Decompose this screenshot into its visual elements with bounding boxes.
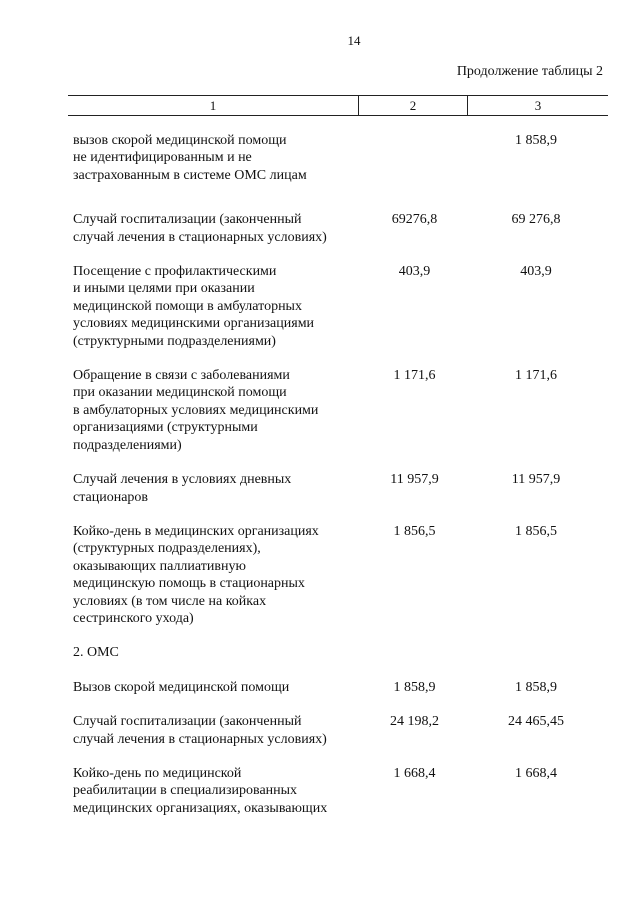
table-row	[73, 765, 608, 817]
page-number: 14	[347, 33, 361, 48]
table-row	[73, 211, 608, 246]
row-label: Вызов скорой медицинской помощи	[73, 679, 290, 695]
row-value-col3: 1 858,9	[515, 679, 557, 695]
continuation-title: Продолжение таблицы 2	[456, 64, 603, 79]
row-label: Случай лечения в условиях дневных стационаров	[73, 472, 292, 505]
table-row	[73, 679, 608, 696]
row-value-col3: 1 856,5	[515, 523, 557, 539]
table-row	[73, 523, 608, 627]
header-col-2: 2	[359, 96, 468, 115]
row-value-col2: 69276,8	[391, 212, 438, 228]
section-heading-row	[73, 644, 608, 661]
header-col-1: 1	[68, 96, 359, 115]
row-value-col3: 403,9	[520, 264, 552, 280]
row-value-col3: 24 465,45	[508, 714, 564, 730]
row-value-col2: 24 198,2	[390, 714, 439, 730]
row-value-col2: 1 856,5	[393, 523, 436, 539]
row-value-col3: 1 668,4	[515, 765, 557, 781]
table-row	[73, 263, 608, 350]
row-value-col2: 1 668,4	[393, 765, 436, 781]
section-heading: 2. ОМС	[73, 645, 119, 661]
row-value-col3: 1 858,9	[515, 133, 557, 148]
table-row	[73, 713, 608, 748]
table-header	[68, 95, 608, 116]
table-row	[73, 367, 608, 454]
table-row	[73, 132, 608, 184]
row-value-col2: 1 858,9	[393, 679, 436, 695]
row-label: Койко-день по медицинской реабилитации в специализированных медицинских организациях, оказывающих	[73, 765, 328, 816]
row-value-col2: 1 171,6	[393, 368, 436, 384]
row-label: Случай госпитализации (законченный случай лечения в стационарных условиях)	[73, 212, 327, 245]
row-value-col3: 69 276,8	[511, 212, 561, 228]
row-label: вызов скорой медицинской помощи не идентифицированным и не застрахованным в системе ОМС лицам	[73, 133, 307, 183]
row-value-col3: 1 171,6	[515, 368, 557, 384]
row-value-col2: 403,9	[398, 264, 431, 280]
table-body	[73, 132, 608, 817]
header-col-3: 3	[534, 98, 542, 113]
row-label: Случай госпитализации (законченный случай лечения в стационарных условиях)	[73, 714, 327, 747]
row-label: Посещение с профилактическими и иными целями при оказании медицинской помощи в амбулаторных условиях медицинскими организациями (структурными подразделениями)	[73, 264, 315, 349]
row-value-col3: 11 957,9	[511, 472, 561, 488]
row-label: Койко-день в медицинских организациях (структурных подразделениях), оказывающих паллиативную медицинскую помощь в стационарных условиях (в том числе на койках сестринского ухода)	[73, 523, 319, 626]
table-row	[73, 471, 608, 506]
row-label: Обращение в связи с заболеваниями при оказании медицинской помощи в амбулаторных условиях медицинскими организациями (структурными подразделениями)	[73, 368, 319, 453]
row-value-col2: 11 957,9	[390, 472, 439, 488]
